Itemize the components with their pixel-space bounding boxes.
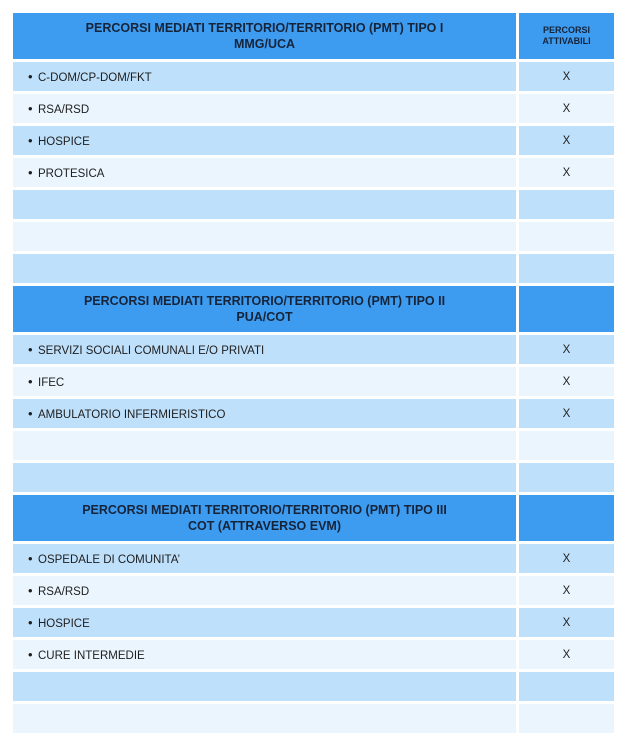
table-title-line-2: PUA/COT <box>236 310 293 324</box>
bullet-icon: • <box>28 342 33 357</box>
table-row <box>13 335 614 367</box>
table-row-empty <box>13 222 614 254</box>
table-row <box>13 544 614 576</box>
table-row <box>13 399 614 431</box>
row-label: RSA/RSD <box>38 586 90 598</box>
table-row-empty <box>13 254 614 286</box>
row-label-cell <box>13 399 516 431</box>
row-mark: X <box>516 608 614 640</box>
row-mark <box>516 190 614 222</box>
bullet-icon: • <box>28 165 33 180</box>
table-row-empty <box>13 463 614 495</box>
bullet-icon: • <box>28 583 33 598</box>
row-label-cell <box>13 62 516 94</box>
table-title <box>13 495 516 544</box>
row-label <box>13 672 516 704</box>
row-mark: X <box>516 158 614 190</box>
row-label <box>13 190 516 222</box>
row-mark: X <box>516 640 614 672</box>
pmt-table-tipo-1 <box>13 13 614 286</box>
percorsi-attivabili-header <box>516 13 614 62</box>
bullet-icon: • <box>28 615 33 630</box>
bullet-icon: • <box>28 406 33 421</box>
row-label <box>13 222 516 254</box>
row-label <box>13 431 516 463</box>
pmt-table-tipo-3 <box>13 495 614 736</box>
row-mark: X <box>516 576 614 608</box>
table-row <box>13 62 614 94</box>
table-header-row <box>13 495 614 544</box>
bullet-icon: • <box>28 69 33 84</box>
row-mark <box>516 222 614 254</box>
bullet-icon: • <box>28 374 33 389</box>
row-label: PROTESICA <box>38 168 105 180</box>
row-mark <box>516 463 614 495</box>
row-mark <box>516 704 614 736</box>
table-row <box>13 126 614 158</box>
side-header-empty <box>516 495 614 544</box>
row-label <box>13 463 516 495</box>
row-label: AMBULATORIO INFERMIERISTICO <box>38 409 226 421</box>
table-header-row <box>13 286 614 335</box>
table-title <box>13 286 516 335</box>
row-label-cell <box>13 367 516 399</box>
row-label-cell <box>13 94 516 126</box>
row-label: IFEC <box>38 377 65 389</box>
column-header-line-2: ATTIVABILI <box>542 36 591 46</box>
bullet-icon: • <box>28 101 33 116</box>
table-row-empty <box>13 672 614 704</box>
table-title-line-2: MMG/UCA <box>233 37 296 51</box>
bullet-icon: • <box>28 551 33 566</box>
row-label-cell <box>13 608 516 640</box>
row-mark: X <box>516 544 614 576</box>
row-label-cell <box>13 640 516 672</box>
table-title-line-1: PERCORSI MEDIATI TERRITORIO/TERRITORIO (PMT) TIPO I <box>85 21 444 35</box>
row-label <box>13 254 516 286</box>
row-label <box>13 704 516 736</box>
table-row <box>13 576 614 608</box>
row-label: HOSPICE <box>38 618 90 630</box>
row-mark: X <box>516 367 614 399</box>
row-label: SERVIZI SOCIALI COMUNALI E/O PRIVATI <box>38 345 265 357</box>
table-row <box>13 158 614 190</box>
row-mark: X <box>516 335 614 367</box>
row-mark: X <box>516 126 614 158</box>
table-title-line-2: COT (ATTRAVERSO EVM) <box>187 519 341 533</box>
table-title-line-1: PERCORSI MEDIATI TERRITORIO/TERRITORIO (PMT) TIPO III <box>82 503 447 517</box>
row-label: HOSPICE <box>38 136 90 148</box>
row-label-cell <box>13 576 516 608</box>
table-row <box>13 640 614 672</box>
bullet-icon: • <box>28 647 33 662</box>
table-row <box>13 608 614 640</box>
row-label-cell <box>13 335 516 367</box>
table-title-line-1: PERCORSI MEDIATI TERRITORIO/TERRITORIO (PMT) TIPO II <box>83 294 446 308</box>
pmt-table-tipo-2 <box>13 286 614 495</box>
side-header-empty <box>516 286 614 335</box>
row-label: OSPEDALE DI COMUNITA’ <box>38 554 181 566</box>
table-row-empty <box>13 704 614 736</box>
table-title <box>13 13 516 62</box>
table-row <box>13 94 614 126</box>
bullet-icon: • <box>28 133 33 148</box>
row-mark <box>516 672 614 704</box>
row-mark <box>516 431 614 463</box>
row-label: C-DOM/CP-DOM/FKT <box>38 72 152 84</box>
table-header-row <box>13 13 614 62</box>
table-row-empty <box>13 431 614 463</box>
row-mark <box>516 254 614 286</box>
row-mark: X <box>516 94 614 126</box>
table-row <box>13 367 614 399</box>
row-label: RSA/RSD <box>38 104 90 116</box>
row-label: CURE INTERMEDIE <box>38 650 145 662</box>
pmt-tables <box>13 13 614 736</box>
row-label-cell <box>13 544 516 576</box>
table-row-empty <box>13 190 614 222</box>
row-label-cell <box>13 158 516 190</box>
row-mark: X <box>516 62 614 94</box>
row-mark: X <box>516 399 614 431</box>
column-header-line-1: PERCORSI <box>542 25 590 35</box>
row-label-cell <box>13 126 516 158</box>
